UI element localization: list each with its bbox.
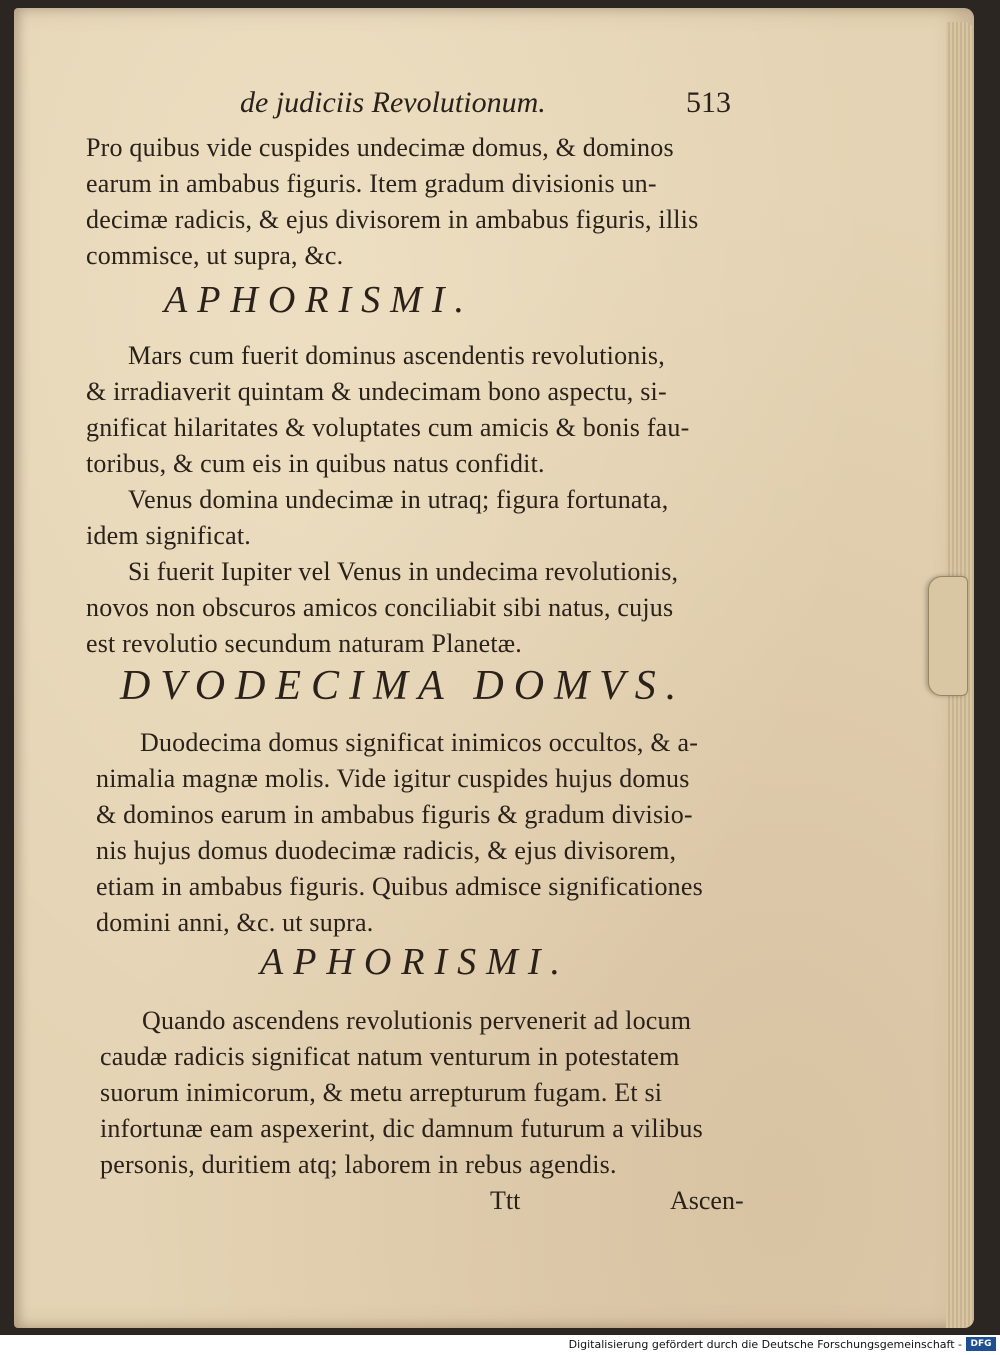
domus-line: nis hujus domus duodecimæ radicis, & ejus divisorem, xyxy=(96,836,677,865)
running-head: de judiciis Revolutionum. xyxy=(240,86,546,119)
domus-line: nimalia magnæ molis. Vide igitur cuspides hujus domus xyxy=(96,764,690,793)
domus-line: etiam in ambabus figuris. Quibus admisce significationes xyxy=(96,872,703,901)
aphorism-line: suorum inimicorum, & metu arrepturum fugam. Et si xyxy=(100,1078,663,1107)
aphorism-line: caudæ radicis significat natum venturum in potestatem xyxy=(100,1042,680,1071)
intro-line: decimæ radicis, & ejus divisorem in ambabus figuris, illis xyxy=(86,205,699,234)
aphorism-line: & irradiaverit quintam & undecimam bono aspectu, si- xyxy=(86,377,667,406)
page-number: 513 xyxy=(686,86,731,119)
aphorism-line: Quando ascendens revolutionis pervenerit ad locum xyxy=(142,1006,692,1035)
domus-line: & dominos earum in ambabus figuris & gradum divisio- xyxy=(96,800,693,829)
intro-line: Pro quibus vide cuspides undecimæ domus, & dominos xyxy=(86,133,674,162)
digitization-credit: Digitalisierung gefördert durch die Deutsche Forschungsgemeinschaft - xyxy=(568,1338,962,1351)
aphorism-line: toribus, & cum eis in quibus natus confidit. xyxy=(86,449,545,478)
catchword: Ascen- xyxy=(670,1186,744,1215)
aphorism-line: Venus domina undecimæ in utraq; figura fortunata, xyxy=(128,485,669,514)
domus-line: Duodecima domus significat inimicos occultos, & a- xyxy=(140,728,699,757)
aphorism-line: Mars cum fuerit dominus ascendentis revolutionis, xyxy=(128,341,665,370)
intro-line: commisce, ut supra, &c. xyxy=(86,241,344,270)
heading-aphorismi: APHORISMI. xyxy=(260,941,570,983)
aphorism-line: infortunæ eam aspexerint, dic damnum futurum a vilibus xyxy=(100,1114,703,1143)
book-page xyxy=(14,8,974,1328)
aphorism-line: Si fuerit Iupiter vel Venus in undecima revolutionis, xyxy=(128,557,679,586)
aphorism-line: gnificat hilaritates & voluptates cum amicis & bonis fau- xyxy=(86,413,690,442)
book-clasp xyxy=(928,576,968,696)
aphorism-line: novos non obscuros amicos conciliabit sibi natus, cujus xyxy=(86,593,674,622)
heading-duodecima-domus: DVODECIMA DOMVS. xyxy=(120,663,687,709)
dfg-logo: DFG xyxy=(966,1337,996,1351)
intro-line: earum in ambabus figuris. Item gradum divisionis un- xyxy=(86,169,657,198)
aphorism-line: est revolutio secundum naturam Planetæ. xyxy=(86,629,522,658)
aphorism-line: idem significat. xyxy=(86,521,251,550)
domus-line: domini anni, &c. ut supra. xyxy=(96,908,374,937)
signature-mark: Ttt xyxy=(490,1186,521,1215)
aphorism-line: personis, duritiem atq; laborem in rebus agendis. xyxy=(100,1150,617,1179)
heading-aphorismi: APHORISMI. xyxy=(164,279,474,321)
